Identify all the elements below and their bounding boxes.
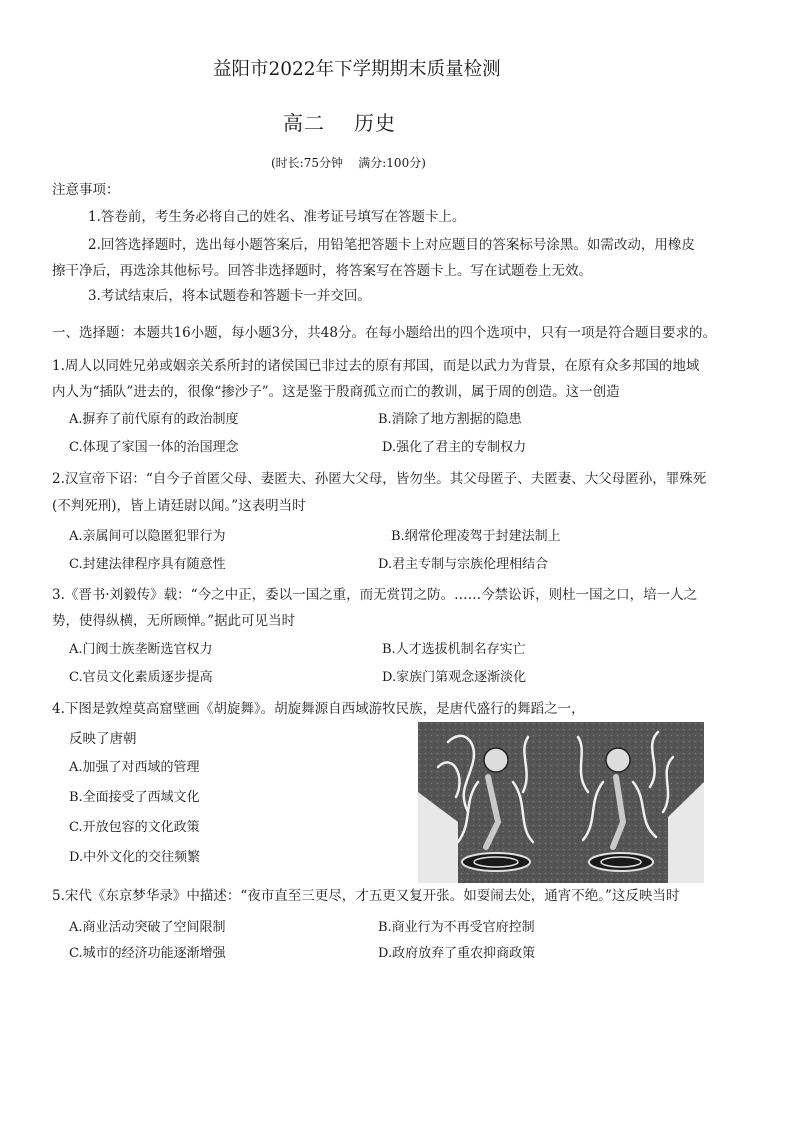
option-d: D.君主专制与宗族伦理相结合 <box>378 557 549 572</box>
option-d: D.中外文化的交往频繁 <box>69 850 201 865</box>
question-stem-cont: (不判死刑)，皆上请廷尉以闻。”这表明当时 <box>52 498 306 514</box>
option-b: B.消除了地方割据的隐患 <box>378 412 522 427</box>
option-b: B.全面接受了西域文化 <box>69 790 200 805</box>
notice-item-1: 1.答卷前，考生务必将自己的姓名、准考证号填写在答题卡上。 <box>88 209 466 225</box>
option-c: C.官员文化素质逐步提高 <box>69 670 213 685</box>
grade-label: 高二 <box>283 111 325 135</box>
option-c: C.城市的经济功能逐渐增强 <box>69 946 226 961</box>
question-stem: 5.宋代《东京梦华录》中描述：“夜市直至三更尽，才五更又复开张。如耍闹去处，通宵不绝。”这反映当时 <box>52 888 680 904</box>
subject-label: 历史 <box>354 111 396 135</box>
exam-title: 益阳市2022年下学期期末质量检测 <box>213 59 501 80</box>
notice-heading: 注意事项： <box>52 182 120 198</box>
option-d: D.政府放弃了重农抑商政策 <box>378 946 536 961</box>
mural-illustration <box>418 722 704 883</box>
notice-item-2: 2.回答选择题时，选出每小题答案后，用铅笔把答题卡上对应题目的答案标号涂黑。如需改动，用橡皮 <box>88 237 695 253</box>
option-a: A.摒弃了前代原有的政治制度 <box>69 412 239 427</box>
time-info: (时长:75分钟 满分:100分) <box>271 156 426 170</box>
option-a: A.商业活动突破了空间限制 <box>69 920 226 935</box>
section-heading: 一、选择题：本题共16小题，每小题3分，共48分。在每小题给出的四个选项中，只有一项是符合题目要求的。 <box>52 325 716 341</box>
question-stem: 1.周人以同姓兄弟或姻亲关系所封的诸侯国已非过去的原有邦国，而是以武力为背景，在原有众多邦国的地域 <box>52 358 700 374</box>
question-stem-cont: 势，使得纵横，无所顾惮。”据此可见当时 <box>52 613 296 629</box>
option-b: B.商业行为不再受官府控制 <box>378 920 535 935</box>
option-a: A.亲属间可以隐匿犯罪行为 <box>69 529 226 544</box>
option-c: C.体现了家国一体的治国理念 <box>69 440 239 455</box>
option-b: B.人才选拔机制名存实亡 <box>382 642 526 657</box>
notice-item-3: 3.考试结束后，将本试题卷和答题卡一并交回。 <box>88 288 371 304</box>
right-dance-mat <box>589 853 653 871</box>
option-c: C.开放包容的文化政策 <box>69 820 200 835</box>
option-d: D.强化了君主的专制权力 <box>382 440 527 455</box>
option-c: C.封建法律程序具有随意性 <box>69 557 226 572</box>
question-stem: 4.下图是敦煌莫高窟壁画《胡旋舞》。胡旋舞源自西域游牧民族，是唐代盛行的舞蹈之一， <box>52 701 585 717</box>
question-stem: 3.《晋书·刘毅传》载：“今之中正，委以一国之重，而无赏罚之防。……今禁讼诉，则杜一国之口，培一人之 <box>52 587 698 603</box>
question-stem-cont: 内人为“插队”进去的，很像“掺沙子”。这是鉴于殷商孤立而亡的教训，属于周的创造。这一创造 <box>52 384 620 400</box>
question-stem-cont: 反映了唐朝 <box>69 731 137 747</box>
huxuan-dance-mural-image <box>418 722 704 883</box>
option-a: A.门阀士族垄断选官权力 <box>69 642 213 657</box>
option-a: A.加强了对西域的管理 <box>69 760 200 775</box>
left-dance-mat <box>462 853 530 871</box>
option-b: B.纲常伦理凌驾于封建法制上 <box>391 529 561 544</box>
question-stem: 2.汉宣帝下诏：“自今子首匿父母、妻匿夫、孙匿大父母，皆勿坐。其父母匿子、夫匿妻、大父母匿孙，罪殊死 <box>52 471 707 487</box>
option-d: D.家族门第观念逐渐淡化 <box>382 670 527 685</box>
notice-item-2-cont: 擦干净后，再选涂其他标号。回答非选择题时，将答案写在答题卡上。写在试题卷上无效。 <box>52 263 592 279</box>
